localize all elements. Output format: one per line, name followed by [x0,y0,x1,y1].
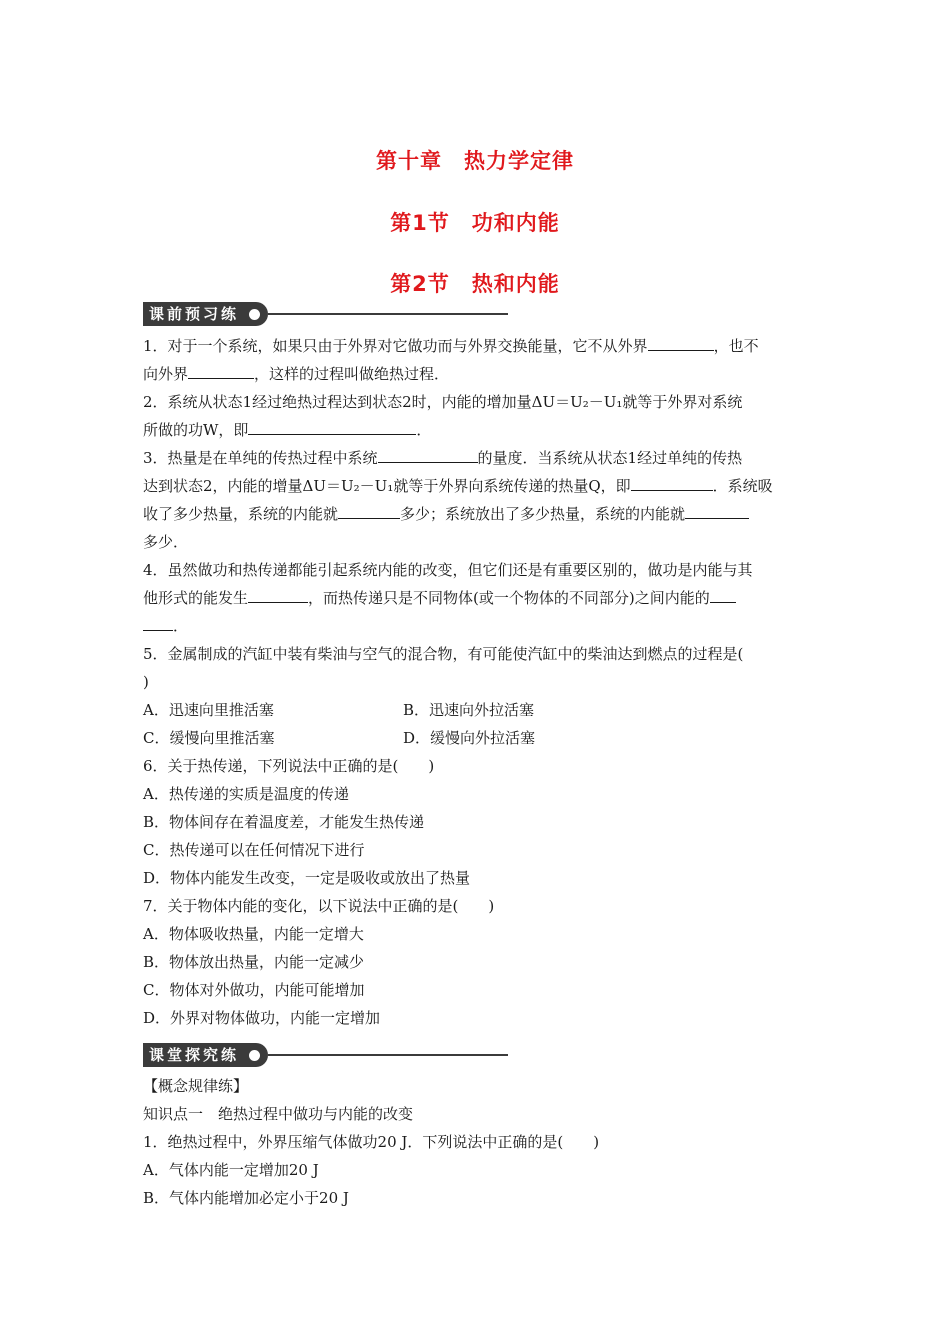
text: ． [173,617,189,635]
circle-icon [249,309,260,320]
option-d[interactable]: D．缓慢向外拉活塞 [403,729,536,747]
text: C．物体对外做功，内能可能增加 [143,981,365,999]
answer-blank[interactable] [378,445,478,463]
answer-blank[interactable] [188,361,254,379]
text: 多少；系统放出了多少热量，系统的内能就 [400,505,686,523]
q5-options-row-2 [143,724,811,752]
classroom-banner [143,1042,508,1068]
q4-line-2 [143,584,811,612]
text: 多少． [143,533,189,551]
text: 【概念规律练】 [143,1077,249,1095]
answer-blank[interactable] [685,501,749,519]
c1-option-a[interactable] [143,1156,811,1184]
chapter-title: 第十章 热力学定律 [376,149,574,173]
text: 5．金属制成的汽缸中装有柴油与空气的混合物，有可能使汽缸中的柴油达到燃点的过程是( [143,645,744,663]
text: 1．绝热过程中，外界压缩气体做功20 J．下列说法中正确的是( ) [143,1133,600,1151]
knowledge-point-1 [143,1100,811,1128]
answer-blank[interactable] [338,501,400,519]
concept-heading [143,1072,811,1100]
section-2-title: 第2节 热和内能 [390,272,560,296]
text: D．外界对物体做功，内能一定增加 [143,1009,381,1027]
q6-option-b[interactable] [143,808,811,836]
q4-line-1 [143,556,811,584]
text: 6．关于热传递，下列说法中正确的是( ) [143,757,435,775]
section-1-title: 第1节 功和内能 [390,211,560,235]
q3-line-3 [143,500,811,528]
text: ，这样的过程叫做绝热过程． [254,365,450,383]
q3-line-1 [143,444,811,472]
text: 所做的功W，即 [143,421,249,439]
option-c[interactable]: C．缓慢向里推活塞 [143,729,275,747]
preview-banner-tag [143,302,268,326]
text: ，而热传递只是不同物体(或一个物体的不同部分)之间内能的 [308,589,710,607]
q2-line-2 [143,416,811,444]
text: 4．虽然做功和热传递都能引起系统内能的改变，但它们还是有重要区别的，做功是内能与其 [143,561,753,579]
answer-blank[interactable] [710,585,736,603]
q2-line-1 [143,388,811,416]
text: 7．关于物体内能的变化，以下说法中正确的是( ) [143,897,495,915]
text: ，也不 [713,337,759,355]
text: B．物体放出热量，内能一定减少 [143,953,365,971]
q6-stem [143,752,811,780]
q7-stem [143,892,811,920]
text: A．气体内能一定增加20 J [143,1161,319,1179]
text: B．气体内能增加必定小于20 J [143,1189,349,1207]
q7-option-a[interactable] [143,920,811,948]
q6-option-a[interactable] [143,780,811,808]
text: ) [143,673,149,691]
text: D．物体内能发生改变，一定是吸收或放出了热量 [143,869,471,887]
q1-line-1 [143,332,811,360]
text: A．热传递的实质是温度的传递 [143,785,349,803]
q5-line-2 [143,668,811,696]
text: 3．热量是在单纯的传热过程中系统 [143,449,378,467]
text: ． [416,421,432,439]
q5-options-row-1 [143,696,811,724]
c1-option-b[interactable] [143,1184,811,1212]
answer-blank[interactable] [631,473,713,491]
q7-option-c[interactable] [143,976,811,1004]
c1-stem [143,1128,811,1156]
text: 向外界 [143,365,189,383]
circle-icon [249,1050,260,1061]
answer-blank[interactable] [143,613,173,631]
text: 收了多少热量，系统的内能就 [143,505,339,523]
q5-line-1 [143,640,811,668]
text: 达到状态2，内能的增量ΔU＝U₂－U₁就等于外界向系统传递的热量Q，即 [143,477,631,495]
q4-line-3 [143,612,811,640]
classroom-banner-tag [143,1043,268,1067]
q1-line-2 [143,360,811,388]
q7-option-d[interactable] [143,1004,811,1032]
banner-rule [268,1054,508,1056]
text: B．物体间存在着温度差，才能发生热传递 [143,813,425,831]
text: 2．系统从状态1经过绝热过程达到状态2时，内能的增加量ΔU＝U₂－U₁就等于外界对系统 [143,393,743,411]
text: 他形式的能发生 [143,589,249,607]
option-a[interactable]: A．迅速向里推活塞 [143,701,274,719]
banner-rule [268,313,508,315]
text: 知识点一 绝热过程中做功与内能的改变 [143,1105,414,1123]
option-b[interactable]: B．迅速向外拉活塞 [403,701,535,719]
text: A．物体吸收热量，内能一定增大 [143,925,364,943]
q3-line-4 [143,528,811,556]
preview-banner [143,301,508,327]
answer-blank[interactable] [248,417,416,435]
text: 的量度．当系统从状态1经过单纯的传热 [477,449,743,467]
q6-option-d[interactable] [143,864,811,892]
text: ．系统吸 [712,477,773,495]
answer-blank[interactable] [648,333,714,351]
q7-option-b[interactable] [143,948,811,976]
q3-line-2 [143,472,811,500]
text: C．热传递可以在任何情况下进行 [143,841,365,859]
classroom-banner-label: 课堂探究练 [149,1046,240,1064]
answer-blank[interactable] [248,585,308,603]
q6-option-c[interactable] [143,836,811,864]
text: 1．对于一个系统，如果只由于外界对它做功而与外界交换能量，它不从外界 [143,337,648,355]
preview-banner-label: 课前预习练 [149,305,240,323]
